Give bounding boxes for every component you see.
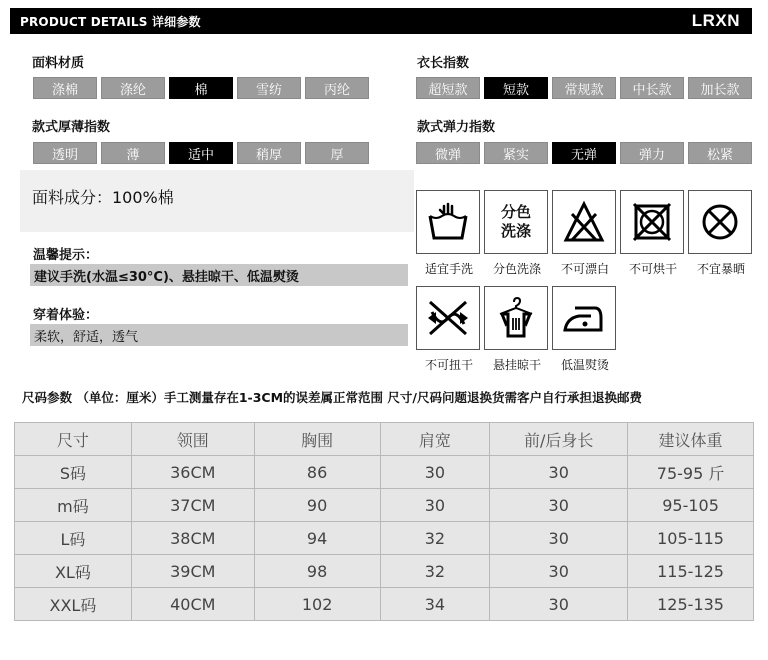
no-tumble-dry-icon: [620, 190, 684, 254]
thickness-options: [33, 142, 369, 164]
size-cell: 90: [254, 489, 380, 522]
length-option: 加长款: [688, 77, 752, 99]
size-cell: 30: [380, 489, 490, 522]
fabric-title: 面料材质: [32, 56, 85, 71]
thickness-option: 稍厚: [237, 142, 301, 164]
size-header-cell: 尺寸: [15, 423, 132, 456]
elasticity-option: 松紧: [688, 142, 752, 164]
size-header-cell: 领围: [131, 423, 254, 456]
length-option-selected: 短款: [484, 77, 548, 99]
size-table: [14, 422, 754, 621]
thickness-option: 薄: [101, 142, 165, 164]
no-sun-dry-icon: [688, 190, 752, 254]
fabric-option: 丙纶: [305, 77, 369, 99]
thickness-option: 透明: [33, 142, 97, 164]
size-cell: 30: [490, 555, 628, 588]
care-item: [484, 286, 550, 373]
separate-wash-icon: [484, 190, 548, 254]
fabric-option: 涤纶: [101, 77, 165, 99]
care-item: [484, 190, 550, 277]
size-header-cell: 胸围: [254, 423, 380, 456]
size-cell: 30: [380, 456, 490, 489]
size-cell: 30: [490, 588, 628, 621]
table-row: [15, 489, 754, 522]
size-cell: 86: [254, 456, 380, 489]
size-cell: 36CM: [131, 456, 254, 489]
fabric-option: 雪纺: [237, 77, 301, 99]
care-item: [552, 286, 618, 373]
size-cell: XXL码: [15, 588, 132, 621]
size-cell: 75-95 斤: [628, 456, 754, 489]
elasticity-option: 弹力: [620, 142, 684, 164]
size-cell: 30: [490, 489, 628, 522]
size-cell: 125-135: [628, 588, 754, 621]
table-row: [15, 456, 754, 489]
size-cell: 98: [254, 555, 380, 588]
hand-wash-icon: [416, 190, 480, 254]
care-label: 不可漂白: [560, 262, 609, 276]
care-label: 不可烘干: [628, 262, 677, 276]
header-title: PRODUCT DETAILS 详细参数: [20, 14, 201, 29]
size-cell: 95-105: [628, 489, 754, 522]
size-cell: 115-125: [628, 555, 754, 588]
elasticity-option-selected: 无弹: [552, 142, 616, 164]
experience-text: 柔软，舒适，透气: [30, 324, 408, 346]
length-title: 衣长指数: [417, 56, 470, 71]
size-chart-title: 尺码参数 （单位：厘米）手工测量存在1-3CM的误差属正常范围 尺寸/尺码问题退换货需客户自行承担退换邮费: [22, 390, 642, 405]
length-option: 中长款: [620, 77, 684, 99]
fabric-options: [33, 77, 369, 99]
thickness-option-selected: 适中: [169, 142, 233, 164]
tips-text: 建议手洗(水温≤30°C)、悬挂晾干、低温熨烫: [30, 264, 408, 286]
size-cell: 37CM: [131, 489, 254, 522]
separate-wash-icon-text: 洗涤: [500, 222, 531, 240]
size-cell: 34: [380, 588, 490, 621]
fabric-option: 涤棉: [33, 77, 97, 99]
size-cell: 94: [254, 522, 380, 555]
care-item: [416, 190, 482, 277]
size-cell: 30: [490, 522, 628, 555]
size-cell: 40CM: [131, 588, 254, 621]
size-header-cell: 建议体重: [628, 423, 754, 456]
size-cell: 32: [380, 522, 490, 555]
care-label: 适宜手洗: [424, 262, 473, 276]
thickness-option: 厚: [305, 142, 369, 164]
elasticity-option: 微弹: [416, 142, 480, 164]
header-bar: [10, 8, 752, 34]
length-option: 常规款: [552, 77, 616, 99]
care-label: 分色洗涤: [492, 262, 541, 276]
size-header-cell: 肩宽: [380, 423, 490, 456]
separate-wash-icon-text: 分色: [500, 203, 531, 221]
size-cell: 39CM: [131, 555, 254, 588]
care-label: 悬挂晾干: [492, 358, 541, 372]
low-iron-icon: [552, 286, 616, 350]
fabric-composition: 面料成分：100%棉: [20, 170, 414, 232]
table-row: [15, 522, 754, 555]
size-cell: 105-115: [628, 522, 754, 555]
no-wring-icon: [416, 286, 480, 350]
table-row: [15, 588, 754, 621]
care-item: [552, 190, 618, 277]
elasticity-option: 紧实: [484, 142, 548, 164]
length-options: [416, 77, 752, 99]
elasticity-options: [416, 142, 752, 164]
care-item: [620, 190, 686, 277]
thickness-title: 款式厚薄指数: [32, 120, 111, 135]
size-cell: 32: [380, 555, 490, 588]
fabric-option-selected: 棉: [169, 77, 233, 99]
elasticity-title: 款式弹力指数: [417, 120, 496, 135]
size-table-header-row: [15, 423, 754, 456]
size-cell: L码: [15, 522, 132, 555]
size-cell: 38CM: [131, 522, 254, 555]
size-cell: S码: [15, 456, 132, 489]
brand-logo: LRXN: [691, 11, 740, 30]
length-option: 超短款: [416, 77, 480, 99]
size-cell: XL码: [15, 555, 132, 588]
experience-title: 穿着体验：: [33, 308, 99, 323]
care-label: 低温熨烫: [560, 358, 609, 372]
care-item: [688, 190, 754, 277]
size-cell: 30: [490, 456, 628, 489]
size-header-cell: 前/后身长: [490, 423, 628, 456]
no-bleach-icon: [552, 190, 616, 254]
care-label: 不可扭干: [424, 358, 473, 372]
table-row: [15, 555, 754, 588]
size-cell: m码: [15, 489, 132, 522]
tips-title: 温馨提示：: [33, 248, 99, 263]
care-item: [416, 286, 482, 373]
size-cell: 102: [254, 588, 380, 621]
hang-dry-icon: [484, 286, 548, 350]
care-label: 不宜暴晒: [696, 262, 745, 276]
